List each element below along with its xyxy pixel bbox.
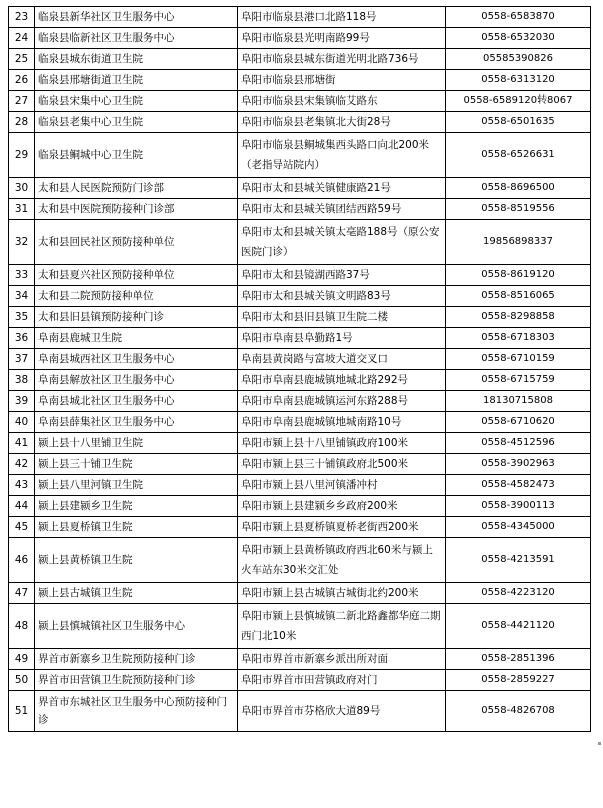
site-phone: 0558-6710620	[446, 412, 591, 433]
site-name: 临泉县新华社区卫生服务中心	[35, 7, 238, 28]
site-address: 阜阳市颍上县夏桥镇夏桥老街西200米	[238, 517, 446, 538]
table-row	[9, 691, 591, 732]
site-phone: 0558-8696500	[446, 178, 591, 199]
table-row	[9, 265, 591, 286]
site-name: 临泉县老集中心卫生院	[35, 112, 238, 133]
row-number: 43	[9, 475, 35, 496]
site-phone: 0558-6313120	[446, 70, 591, 91]
site-address: 阜阳市界首市芬格欣大道89号	[238, 691, 446, 732]
row-number: 31	[9, 199, 35, 220]
site-address: 阜阳市太和县镜湖西路37号	[238, 265, 446, 286]
row-number: 45	[9, 517, 35, 538]
table-row	[9, 433, 591, 454]
table-row	[9, 328, 591, 349]
row-number: 47	[9, 583, 35, 604]
table-row	[9, 199, 591, 220]
site-phone: 0558-6501635	[446, 112, 591, 133]
row-number: 24	[9, 28, 35, 49]
site-address: 阜阳市临泉县老集镇北大街28号	[238, 112, 446, 133]
row-number: 30	[9, 178, 35, 199]
site-name: 界首市东城社区卫生服务中心预防接种门诊	[35, 691, 238, 732]
site-phone: 0558-4223120	[446, 583, 591, 604]
table-row	[9, 604, 591, 649]
site-address: 阜阳市临泉县光明南路99号	[238, 28, 446, 49]
edge-mark	[598, 742, 601, 745]
site-phone: 05585390826	[446, 49, 591, 70]
site-phone: 18130715808	[446, 391, 591, 412]
row-number: 35	[9, 307, 35, 328]
site-name: 阜南县鹿城卫生院	[35, 328, 238, 349]
site-name: 颍上县夏桥镇卫生院	[35, 517, 238, 538]
site-phone: 0558-6526631	[446, 133, 591, 178]
site-name: 临泉县临新社区卫生服务中心	[35, 28, 238, 49]
site-address: 阜阳市临泉县城东街道光明北路736号	[238, 49, 446, 70]
table-row	[9, 49, 591, 70]
site-name: 颍上县八里河镇卫生院	[35, 475, 238, 496]
row-number: 40	[9, 412, 35, 433]
site-phone: 0558-8298858	[446, 307, 591, 328]
site-phone: 0558-6715759	[446, 370, 591, 391]
site-name: 颍上县十八里铺卫生院	[35, 433, 238, 454]
site-address: 阜阳市界首市新寨乡派出所对面	[238, 649, 446, 670]
table-row	[9, 454, 591, 475]
table-row	[9, 475, 591, 496]
row-number: 28	[9, 112, 35, 133]
vaccination-site-table	[8, 6, 591, 732]
table-row	[9, 538, 591, 583]
site-address: 阜阳市临泉县宋集镇临艾路东	[238, 91, 446, 112]
site-phone: 0558-6589120转8067	[446, 91, 591, 112]
site-address: 阜阳市太和县城关镇团结西路59号	[238, 199, 446, 220]
site-name: 临泉县城东街道卫生院	[35, 49, 238, 70]
table-row	[9, 391, 591, 412]
site-phone: 0558-3900113	[446, 496, 591, 517]
site-name: 太和县二院预防接种单位	[35, 286, 238, 307]
table-row	[9, 112, 591, 133]
table-row	[9, 133, 591, 178]
table-row	[9, 517, 591, 538]
row-number: 42	[9, 454, 35, 475]
row-number: 50	[9, 670, 35, 691]
site-name: 颍上县三十铺卫生院	[35, 454, 238, 475]
table-row	[9, 349, 591, 370]
table-body	[9, 7, 591, 732]
site-name: 界首市田营镇卫生院预防接种门诊	[35, 670, 238, 691]
table-row	[9, 7, 591, 28]
row-number: 26	[9, 70, 35, 91]
table-row	[9, 220, 591, 265]
site-phone: 0558-6583870	[446, 7, 591, 28]
row-number: 33	[9, 265, 35, 286]
site-phone: 0558-4213591	[446, 538, 591, 583]
site-name: 临泉县宋集中心卫生院	[35, 91, 238, 112]
row-number: 37	[9, 349, 35, 370]
site-address: 阜阳市阜南县鹿城镇地城南路10号	[238, 412, 446, 433]
row-number: 29	[9, 133, 35, 178]
table-row	[9, 370, 591, 391]
table-row	[9, 412, 591, 433]
site-address: 阜南县黄岗路与富坡大道交叉口	[238, 349, 446, 370]
row-number: 32	[9, 220, 35, 265]
row-number: 23	[9, 7, 35, 28]
site-address: 阜阳市界首市田营镇政府对门	[238, 670, 446, 691]
table-row	[9, 70, 591, 91]
site-name: 颍上县慎城镇社区卫生服务中心	[35, 604, 238, 649]
site-address: 阜阳市颍上县十八里铺镇政府100米	[238, 433, 446, 454]
site-phone: 0558-2859227	[446, 670, 591, 691]
site-address: 阜阳市临泉县鲖城集西头路口向北200米（老指导站院内）	[238, 133, 446, 178]
site-phone: 0558-8516065	[446, 286, 591, 307]
site-address: 阜阳市颍上县三十铺镇政府北500米	[238, 454, 446, 475]
table-row	[9, 649, 591, 670]
table-row	[9, 91, 591, 112]
table-row	[9, 286, 591, 307]
table-row	[9, 28, 591, 49]
row-number: 36	[9, 328, 35, 349]
site-name: 颍上县黄桥镇卫生院	[35, 538, 238, 583]
table-row	[9, 670, 591, 691]
site-name: 临泉县邢塘街道卫生院	[35, 70, 238, 91]
site-phone: 0558-2851396	[446, 649, 591, 670]
site-name: 阜南县城北社区卫生服务中心	[35, 391, 238, 412]
site-address: 阜阳市颍上县黄桥镇政府西北60米与颍上火车站东30米交汇处	[238, 538, 446, 583]
site-name: 颍上县建颍乡卫生院	[35, 496, 238, 517]
site-address: 阜阳市颍上县建颍乡乡政府200米	[238, 496, 446, 517]
row-number: 48	[9, 604, 35, 649]
site-address: 阜阳市阜南县阜勤路1号	[238, 328, 446, 349]
site-address: 阜阳市太和县城关镇文明路83号	[238, 286, 446, 307]
site-phone: 0558-6710159	[446, 349, 591, 370]
site-phone: 0558-6718303	[446, 328, 591, 349]
site-name: 界首市新寨乡卫生院预防接种门诊	[35, 649, 238, 670]
site-name: 太和县旧县镇预防接种门诊	[35, 307, 238, 328]
site-address: 阜阳市太和县城关镇太亳路188号（原公安医院门诊）	[238, 220, 446, 265]
site-phone: 0558-4421120	[446, 604, 591, 649]
site-name: 阜南县城西社区卫生服务中心	[35, 349, 238, 370]
table-row	[9, 496, 591, 517]
site-name: 太和县人民医院预防门诊部	[35, 178, 238, 199]
site-phone: 0558-8519556	[446, 199, 591, 220]
site-phone: 0558-4512596	[446, 433, 591, 454]
site-name: 太和县回民社区预防接种单位	[35, 220, 238, 265]
table-row	[9, 307, 591, 328]
row-number: 27	[9, 91, 35, 112]
row-number: 44	[9, 496, 35, 517]
site-address: 阜阳市阜南县鹿城镇地城北路292号	[238, 370, 446, 391]
site-address: 阜阳市颍上县八里河镇潘冲村	[238, 475, 446, 496]
row-number: 46	[9, 538, 35, 583]
site-name: 太和县中医院预防接种门诊部	[35, 199, 238, 220]
row-number: 41	[9, 433, 35, 454]
site-name: 颍上县古城镇卫生院	[35, 583, 238, 604]
site-address: 阜阳市临泉县港口北路118号	[238, 7, 446, 28]
site-address: 阜阳市太和县城关镇健康路21号	[238, 178, 446, 199]
site-address: 阜阳市阜南县鹿城镇运河东路288号	[238, 391, 446, 412]
table-row	[9, 178, 591, 199]
row-number: 49	[9, 649, 35, 670]
row-number: 34	[9, 286, 35, 307]
row-number: 38	[9, 370, 35, 391]
site-address: 阜阳市太和县旧县镇卫生院二楼	[238, 307, 446, 328]
site-name: 阜南县薛集社区卫生服务中心	[35, 412, 238, 433]
table-row	[9, 583, 591, 604]
site-phone: 0558-4826708	[446, 691, 591, 732]
site-address: 阜阳市颍上县古城镇古城街北约200米	[238, 583, 446, 604]
site-phone: 19856898337	[446, 220, 591, 265]
site-phone: 0558-6532030	[446, 28, 591, 49]
site-phone: 0558-4582473	[446, 475, 591, 496]
site-phone: 0558-8619120	[446, 265, 591, 286]
site-name: 阜南县解放社区卫生服务中心	[35, 370, 238, 391]
row-number: 25	[9, 49, 35, 70]
site-address: 阜阳市颍上县慎城镇二新北路鑫都华庭二期西门北10米	[238, 604, 446, 649]
row-number: 39	[9, 391, 35, 412]
site-phone: 0558-4345000	[446, 517, 591, 538]
site-address: 阜阳市临泉县邢塘街	[238, 70, 446, 91]
site-phone: 0558-3902963	[446, 454, 591, 475]
site-name: 太和县夏兴社区预防接种单位	[35, 265, 238, 286]
row-number: 51	[9, 691, 35, 732]
site-name: 临泉县鲖城中心卫生院	[35, 133, 238, 178]
